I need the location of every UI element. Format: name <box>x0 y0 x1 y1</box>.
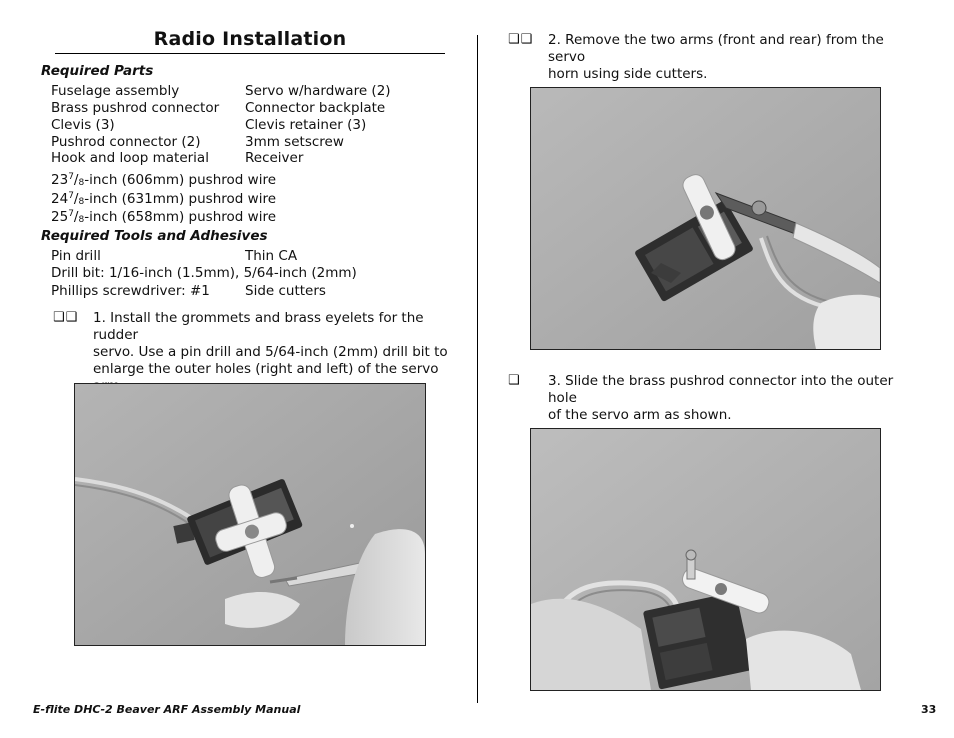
required-tools-heading: Required Tools and Adhesives <box>41 228 268 244</box>
column-divider <box>477 35 478 703</box>
part-item: 3mm setscrew <box>245 134 344 150</box>
step-1-checkboxes[interactable]: ❑❑ <box>53 310 79 325</box>
page-number: 33 <box>921 703 937 716</box>
pushrod-connector-illustration <box>531 429 880 690</box>
step-3-text: 3. Slide the brass pushrod connector into the outer hole of the servo arm as shown. <box>548 373 894 423</box>
part-item: Hook and loop material <box>51 150 209 166</box>
photo-servo-cutting <box>530 87 881 350</box>
step-1-text: 1. Install the grommets and brass eyelets for the rudder servo. Use a pin drill and 5/64-inch (2mm) drill bit to enlarge the outer holes (right and left) of the servo <box>93 310 448 377</box>
part-item: Fuselage assembly <box>51 83 180 99</box>
page-title: Radio Installation <box>153 28 347 50</box>
manual-title-footer: E-flite DHC-2 Beaver ARF Assembly Manual <box>33 703 301 716</box>
photo-pushrod-connector <box>530 428 881 691</box>
step-3-checkbox[interactable]: ❑ <box>508 373 521 388</box>
servo-drilling-illustration <box>75 384 425 645</box>
part-item: Clevis (3) <box>51 117 115 133</box>
part-item: Connector backplate <box>245 100 386 116</box>
part-item: Servo w/hardware (2) <box>245 83 391 99</box>
tool-item: Phillips screwdriver: #1 <box>51 283 210 299</box>
part-item: Receiver <box>245 150 304 166</box>
required-parts-heading: Required Parts <box>41 63 154 79</box>
tool-item: Pin drill <box>51 248 101 264</box>
photo-servo-drilling <box>74 383 426 646</box>
part-item: Clevis retainer (3) <box>245 117 367 133</box>
title-underline <box>55 53 445 54</box>
tool-item: Thin CA <box>245 248 298 264</box>
wire-item: $25^7/_8$-inch (658mm) pushrod wire <box>51 209 277 225</box>
wire-item: $23^7/_8$-inch (606mm) pushrod wire <box>51 172 277 188</box>
servo-cutting-illustration <box>531 88 880 349</box>
step-2-text: 2. Remove the two arms (front and rear) from the servo horn using side cutters. <box>548 32 884 82</box>
part-item: Pushrod connector (2) <box>51 134 201 150</box>
tool-item: Drill bit: 1/16-inch (1.5mm), 5/64-inch (2mm) <box>51 265 357 281</box>
part-item: Brass pushrod connector <box>51 100 220 116</box>
tool-item: Side cutters <box>245 283 326 299</box>
step-2-checkboxes[interactable]: ❑❑ <box>508 32 534 47</box>
wire-item: $24^7/_8$-inch (631mm) pushrod wire <box>51 191 277 207</box>
